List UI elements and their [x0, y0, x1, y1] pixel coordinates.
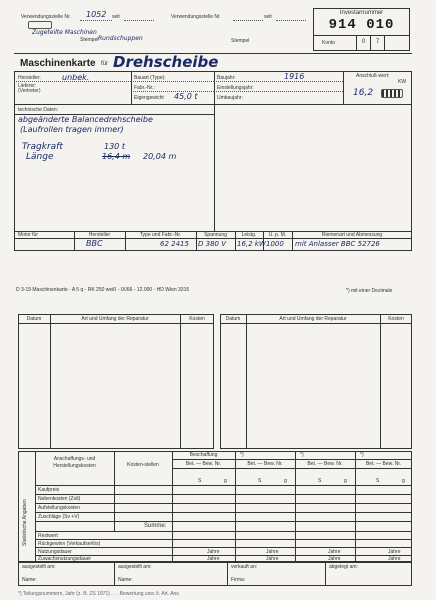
cost-vertical-label: Statistische Angaben: [22, 499, 28, 546]
seit2-label: seit: [264, 14, 272, 20]
zugeteilte-hw: Zugeteilte Maschinen: [32, 29, 97, 36]
s-1: S: [198, 478, 202, 484]
bet-bew-1: Bet. — Bew. Nr.: [185, 461, 222, 467]
konto-label: Konto: [322, 40, 336, 46]
jahre-6: Jahre: [266, 556, 279, 562]
bottom-footnote: *) Teilungsnummern, Jahr (z. B. ZS 1971) . . . Bewertung usw. lt. Art. Ans.: [18, 591, 181, 597]
name-2: Name:: [118, 577, 133, 583]
star-4: *): [360, 452, 364, 458]
motor-spannung-hw: D 380 V: [198, 240, 226, 248]
small-stamp: [28, 21, 52, 29]
motor-header-riemen: Riemenart und Abmessung: [321, 232, 383, 238]
g-2: g: [284, 478, 287, 484]
kw-label: KW: [398, 79, 407, 85]
jahre-8: Jahre: [388, 556, 401, 562]
investar-number: 914 010: [328, 17, 395, 33]
stamp-mark: [381, 89, 403, 98]
konto-digit-2: 7: [375, 39, 380, 45]
cost-row-zuschlaege: Zuschläge (Sv +V): [38, 514, 80, 520]
title-label: Maschinenkarte: [20, 58, 96, 69]
technische-label: technische Daten:: [18, 107, 59, 113]
repair-left-kosten: Kosten: [189, 316, 205, 322]
verwendungsstelle-label: Verwendungsstelle Nr.: [21, 14, 71, 20]
lieferer-label: Lieferer: (Vertreter): [18, 83, 41, 94]
jahre-2: Jahre: [266, 549, 279, 555]
upper-form: [14, 71, 412, 251]
anschluss-hw: 16,2: [353, 88, 374, 98]
fabr-nr-label: Fabr.-Nr.:: [134, 85, 155, 91]
s-4: S: [376, 478, 380, 484]
cost-row-aufstellung: Aufstellungskosten: [38, 505, 80, 511]
laenge-hw: Länge: [26, 152, 54, 162]
baujahr-label: Baujahr:: [217, 75, 236, 81]
bauart-label: Bauart (Type):: [134, 75, 166, 81]
laenge-new-hw: 20,04 m: [143, 152, 177, 161]
kostenstellen-label: Kosten-stellen: [127, 462, 159, 468]
beschaffung-label: Beschaffung: [189, 452, 218, 458]
star-2: *): [240, 452, 244, 458]
firma: Firma:: [231, 577, 246, 583]
eigengewicht-label: Eigengewicht: [134, 95, 164, 101]
hersteller-label: Hersteller:: [18, 75, 41, 81]
baujahr-hw: 1916: [284, 72, 305, 81]
motor-header-motor: Motor für: [18, 232, 39, 238]
technische-line2: (Laufrollen tragen immer): [20, 125, 124, 134]
stempel2-label: Stempel: [231, 38, 250, 44]
cost-row-kaufpreis: Kaufpreis: [38, 487, 60, 493]
konto-digit-1: 0: [361, 39, 366, 45]
motor-leistung-hw: 16,2 kW: [237, 240, 266, 248]
zuwachs-label: Zuwachsnutzungsdauer: [38, 556, 92, 562]
s-3: S: [318, 478, 322, 484]
eigengewicht-hw: 45,0 t: [174, 92, 198, 101]
repair-table-right: [220, 314, 412, 449]
motor-header-hersteller: Hersteller: [88, 232, 111, 238]
title-hw-name: Drehscheibe: [113, 53, 219, 71]
motor-header-type: Type und Fabr.-Nr.: [139, 232, 182, 238]
anschaffung-label: Anschaffungs- und Herstellungskosten: [53, 456, 96, 469]
form-footer-left: D 3-19 Maschinenkarte - A 5 q - RK 250 weiß - IX/66 - 12.000 - HD Wien 3316: [16, 287, 190, 293]
verwendungsstelle-nr-hw: 1052: [86, 10, 107, 19]
tragkraft-val-hw: 130 t: [104, 142, 125, 151]
repair-table-left: [18, 314, 214, 449]
ausgestellt-am-2: ausgestellt am:: [118, 564, 152, 570]
jahre-5: Jahre: [207, 556, 220, 562]
verwendungsstelle2-label: Verwendungsstelle Nr.: [171, 14, 221, 20]
motor-hersteller-hw: BBC: [86, 239, 103, 248]
umbaujahr-label: Umbaujahr:: [217, 95, 243, 101]
tragkraft-hw: Tragkraft: [22, 142, 63, 152]
repair-right-datum: Datum: [225, 316, 241, 322]
einstellungsjahr-label: Einstellungsjahr:: [217, 85, 254, 91]
motor-type-hw: 62 2415: [160, 240, 189, 248]
motor-riemen-hw: mit Anlasser BBC 52726: [295, 240, 380, 248]
seit-label: seit: [112, 14, 120, 20]
cost-row-nebenkosten: Nebenkosten (Zoll): [38, 496, 81, 502]
title-fuer: für: [101, 61, 109, 67]
technische-line1: abgeänderte Balancedrehscheibe: [18, 115, 153, 124]
abgelegt-am: abgelegt am:: [329, 564, 358, 570]
rueckgewinn-label: Rückgewinn (Verkaufserlös): [38, 541, 101, 547]
ausgestellt-am-1: ausgestellt am:: [22, 564, 56, 570]
g-1: g: [224, 478, 227, 484]
bet-bew-2: Bet. — Bew. Nr.: [247, 461, 283, 467]
s-2: S: [258, 478, 262, 484]
motor-upm-hw: 1000: [266, 240, 284, 248]
stempel-hw: Rundschuppen: [98, 35, 143, 42]
jahre-1: Jahre: [207, 549, 220, 555]
repair-right-kosten: Kosten: [388, 316, 404, 322]
name-1: Name:: [22, 577, 37, 583]
anschluss-label: Anschluß-wert:: [356, 73, 390, 79]
motor-header-upm: U. p. M.: [268, 232, 287, 238]
bet-bew-4: Bet. — Bew. Nr.: [365, 461, 402, 467]
g-3: g: [344, 478, 347, 484]
jahre-7: Jahre: [328, 556, 341, 562]
laenge-old-hw: 16,4 m: [102, 152, 131, 161]
hersteller-hw: unbek.: [62, 73, 90, 82]
summe-label: Summe:: [144, 523, 167, 529]
nutzungsdauer-label: Nutzungsdauer: [38, 549, 72, 555]
jahre-4: Jahre: [388, 549, 401, 555]
repair-left-datum: Datum: [26, 316, 42, 322]
bet-bew-3: Bet. — Bew. Nr.: [307, 461, 343, 467]
stempel-label: Stempel: [80, 37, 99, 43]
g-4: g: [402, 478, 405, 484]
motor-header-leistung: Leistg.: [241, 232, 257, 238]
form-footer-right: *) mit einer Dezimale: [346, 288, 393, 294]
investar-label: Investarnummer: [339, 10, 384, 16]
repair-right-art: Art und Umfang der Reparatur: [279, 316, 347, 322]
star-3: *): [300, 452, 304, 458]
jahre-3: Jahre: [328, 549, 341, 555]
repair-left-art: Art und Umfang der Reparatur: [81, 316, 149, 322]
motor-header-spannung: Spannung: [204, 232, 227, 238]
verkauft-an: verkauft an:: [231, 564, 258, 570]
restwert-label: Restwert: [38, 533, 58, 539]
